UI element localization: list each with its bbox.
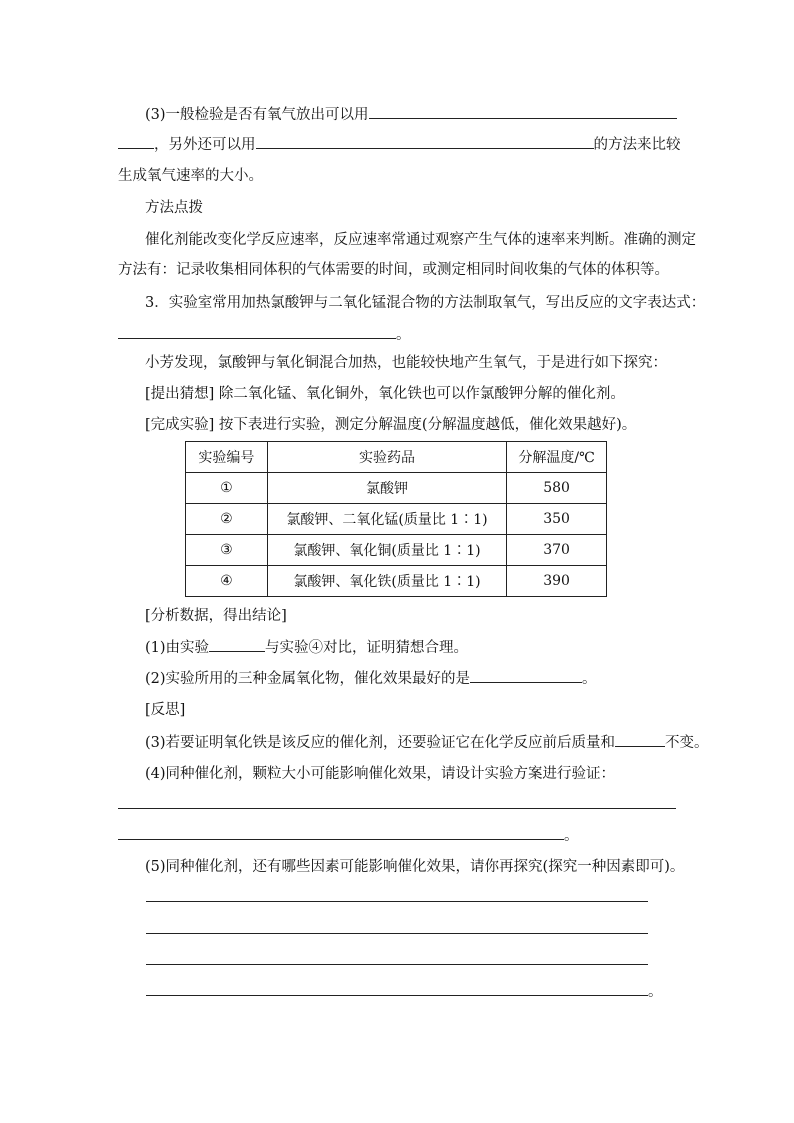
- cell-reagent: 氯酸钾、氧化铁(质量比 1∶1): [267, 566, 506, 597]
- answer-blank-reflect-5d[interactable]: [146, 981, 648, 996]
- experiment-table: [185, 441, 607, 597]
- cell-temperature: 580: [507, 473, 607, 504]
- answer-blank-reflect-4b[interactable]: [118, 825, 564, 840]
- analysis-2: (2)实验所用的三种金属氧化物，催化效果最好的是 。: [145, 668, 597, 689]
- answer-line-reflect-5a[interactable]: [146, 901, 648, 902]
- cell-reagent: 氯酸钾: [267, 473, 506, 504]
- answer-blank-q3-b[interactable]: [256, 134, 594, 149]
- answer-line-reflect-5c[interactable]: [146, 964, 648, 965]
- q3-line1: (3)一般检验是否有氧气放出可以用: [145, 104, 677, 125]
- cell-id: ②: [186, 504, 268, 535]
- cell-id: ①: [186, 473, 268, 504]
- q3-line3: 生成氧气速率的大小。: [118, 168, 263, 184]
- answer-blank-equation[interactable]: [118, 324, 396, 339]
- cell-id: ③: [186, 535, 268, 566]
- method-text-1: 催化剂能改变化学反应速率，反应速率常通过观察产生气体的速率来判断。准确的测定: [145, 232, 696, 248]
- discovery-text: 小芳发现，氯酸钾与氧化铜混合加热，也能较快地产生氧气，于是进行如下探究：: [145, 355, 667, 371]
- header-id: 实验编号: [186, 442, 268, 473]
- answer-line-reflect-5b[interactable]: [146, 933, 648, 934]
- analysis-title: [分析数据，得出结论]: [145, 608, 287, 624]
- reflect-title: [反思]: [145, 702, 186, 718]
- method-title: 方法点拨: [145, 200, 203, 216]
- cell-reagent: 氯酸钾、氧化铜(质量比 1∶1): [267, 535, 506, 566]
- answer-blank-q3-a-cont[interactable]: [118, 134, 154, 149]
- analysis-1: (1)由实验 与实验④对比，证明猜想合理。: [145, 637, 468, 658]
- cell-reagent: 氯酸钾、二氧化锰(质量比 1∶1): [267, 504, 506, 535]
- answer-blank-analysis-2[interactable]: [470, 668, 582, 683]
- question-3-intro: 3．实验室常用加热氯酸钾与二氧化锰混合物的方法制取氧气，写出反应的文字表达式：: [145, 295, 706, 311]
- reflect-4: (4)同种催化剂，颗粒大小可能影响催化效果，请设计实验方案进行验证：: [145, 766, 616, 782]
- answer-blank-q3-a[interactable]: [369, 104, 677, 119]
- q3-line2: ，另外还可以用 的方法来比较: [118, 134, 681, 155]
- reflect-5-end: 。: [146, 981, 663, 1002]
- cell-temperature: 390: [507, 566, 607, 597]
- table-row: [186, 535, 607, 566]
- table-row: [186, 473, 607, 504]
- equation-line: 。: [118, 324, 411, 345]
- cell-temperature: 350: [507, 504, 607, 535]
- reflect-3: (3)若要证明氧化铁是该反应的催化剂，还要验证它在化学反应前后质量和 不变。: [145, 732, 709, 753]
- reflect-4-end: 。: [118, 825, 579, 846]
- hypothesis-text: [提出猜想] 除二氧化锰、氧化铜外，氧化铁也可以作氯酸钾分解的催化剂。: [145, 386, 625, 402]
- cell-id: ④: [186, 566, 268, 597]
- reflect-5: (5)同种催化剂，还有哪些因素可能影响催化效果，请你再探究(探究一种因素即可)。: [145, 859, 685, 875]
- header-temperature: 分解温度/℃: [507, 442, 607, 473]
- table-row: [186, 504, 607, 535]
- answer-line-reflect-4a[interactable]: [118, 808, 676, 809]
- answer-blank-reflect-3[interactable]: [615, 732, 665, 747]
- cell-temperature: 370: [507, 535, 607, 566]
- answer-blank-analysis-1[interactable]: [209, 637, 265, 652]
- method-text-2: 方法有：记录收集相同体积的气体需要的时间，或测定相同时间收集的气体的体积等。: [118, 262, 669, 278]
- table-row: [186, 566, 607, 597]
- complete-experiment-text: [完成实验] 按下表进行实验，测定分解温度(分解温度越低，催化效果越好)。: [145, 417, 637, 433]
- header-reagent: 实验药品: [267, 442, 506, 473]
- table-header-row: [186, 442, 607, 473]
